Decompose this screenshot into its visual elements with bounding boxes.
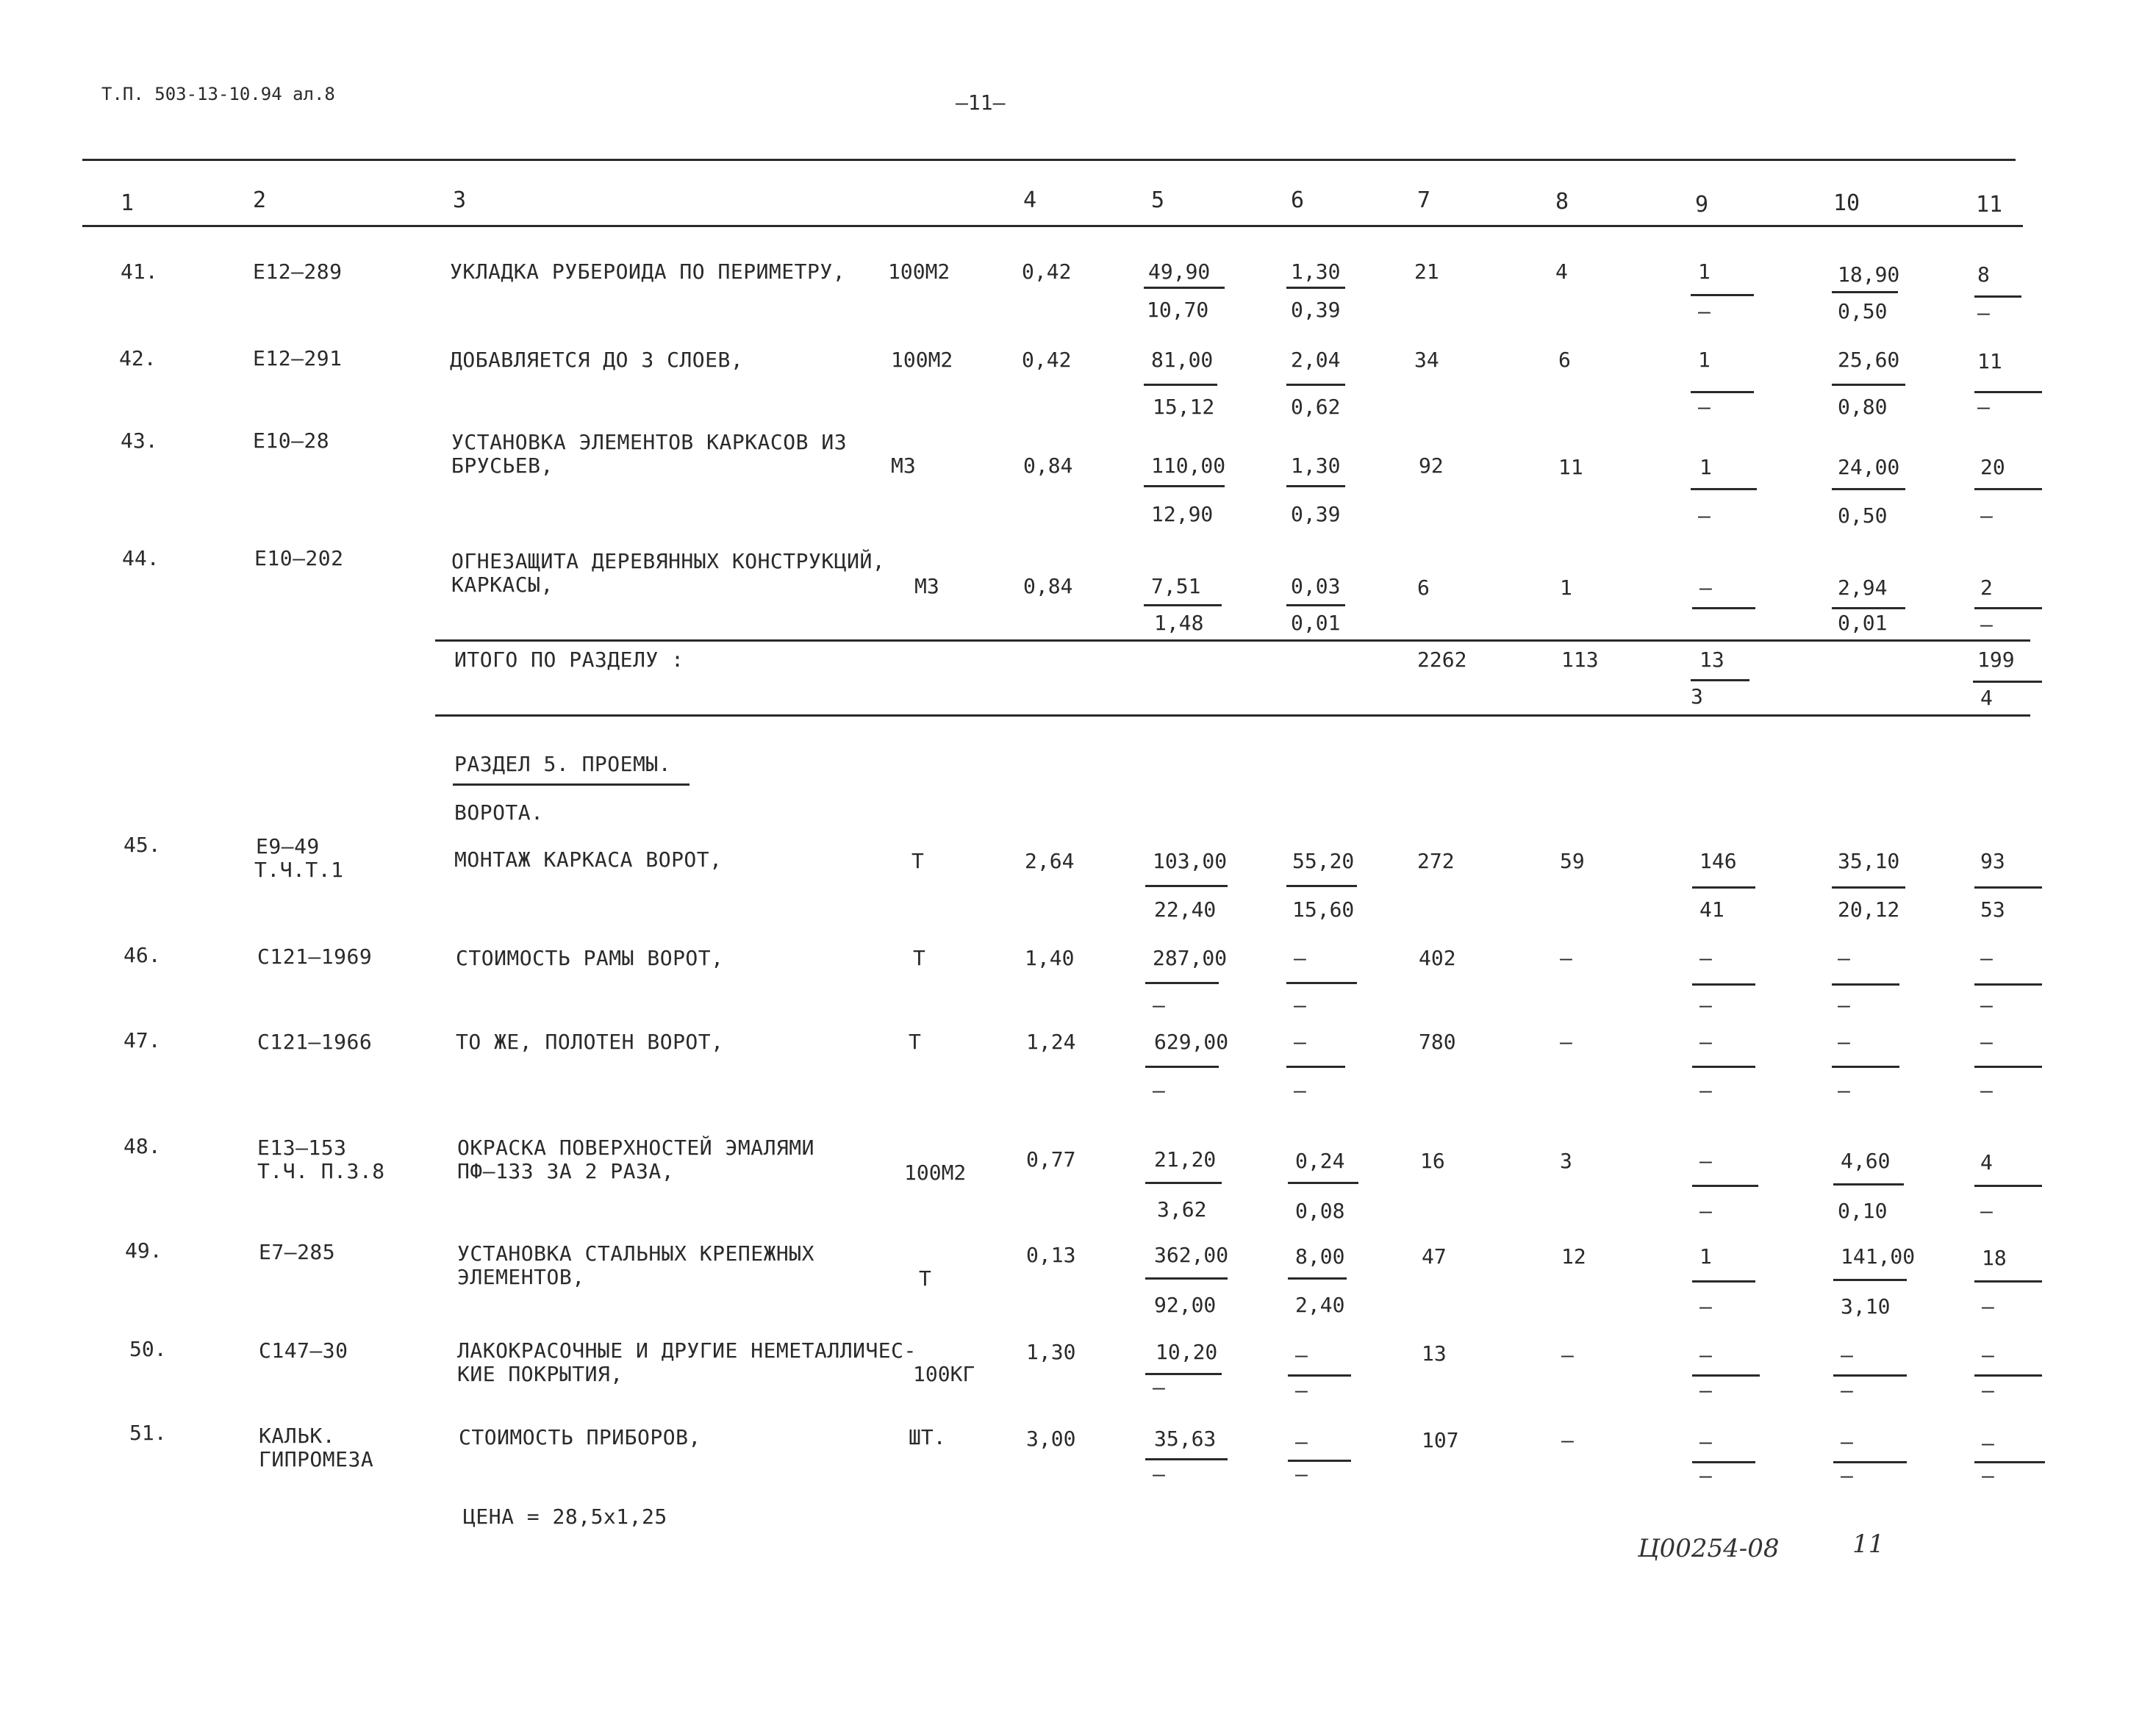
pricing-code: Е10–28 (253, 428, 330, 453)
unit-cost-wages: – (1153, 1462, 1165, 1486)
total-machine-cost: 13 (1699, 648, 1724, 672)
pricing-code: Е7–285 (259, 1240, 336, 1264)
col-header-9: 9 (1695, 192, 1709, 218)
labor-machine-total: – (1977, 301, 1990, 325)
unit-cost: 629,00 (1154, 1030, 1229, 1054)
fraction-line (1286, 885, 1357, 887)
total-wages: – (1561, 1343, 1574, 1367)
unit-machine-wages: – (1294, 1078, 1306, 1102)
fraction-line (1691, 488, 1757, 490)
labor-machine-total: 53 (1980, 897, 2005, 922)
quantity: 1,30 (1026, 1340, 1076, 1364)
pricing-code-ref: Т.Ч. П.3.8 (257, 1159, 385, 1183)
unit-machine-wages: 0,62 (1291, 395, 1341, 419)
machine-wages: – (1698, 503, 1711, 528)
col-header-6: 6 (1291, 187, 1305, 213)
fraction-line (1692, 983, 1755, 986)
labor-machine-total: – (1982, 1378, 1994, 1402)
total-cost: 6 (1417, 575, 1430, 600)
total-cost: 16 (1420, 1149, 1445, 1173)
total-wages: – (1560, 1030, 1572, 1054)
unit-machine-cost: 2,04 (1291, 348, 1341, 372)
col-header-3: 3 (453, 187, 467, 213)
total-wages: 1 (1560, 575, 1572, 600)
total-bottom-rule (435, 714, 2030, 717)
fraction-line (1145, 1458, 1228, 1460)
header-bottom-rule (82, 225, 2023, 227)
total-cost: 92 (1419, 453, 1444, 478)
pricing-code: Е13–153 (257, 1136, 347, 1160)
total-wages: 113 (1561, 648, 1599, 672)
unit: 100КГ (913, 1362, 975, 1386)
total-wages: 4 (1555, 259, 1568, 284)
unit-machine-cost: – (1295, 1343, 1308, 1367)
total-label: ИТОГО ПО РАЗДЕЛУ : (454, 648, 684, 672)
fraction-line (1692, 1066, 1755, 1068)
fraction-line (1145, 982, 1219, 984)
unit-machine-cost: – (1295, 1430, 1308, 1454)
labor-cost: – (1838, 1030, 1850, 1054)
labor-cost: 25,60 (1838, 348, 1900, 372)
unit-machine-cost: 0,03 (1291, 574, 1341, 598)
work-description-line2: ПФ–133 ЗА 2 РАЗА, (457, 1159, 675, 1183)
work-description: СТОИМОСТЬ РАМЫ ВОРОТ, (456, 946, 724, 970)
unit-machine-cost: – (1294, 946, 1306, 970)
fraction-line (1145, 885, 1228, 887)
fraction-line (1974, 1066, 2042, 1068)
work-description: ОГНЕЗАЩИТА ДЕРЕВЯННЫХ КОНСТРУКЦИЙ, (451, 549, 886, 573)
row-number: 45. (123, 833, 161, 857)
labor-total: 20 (1980, 455, 2005, 479)
row-number: 49. (125, 1238, 162, 1263)
document-reference: Т.П. 503-13-10.94 ал.8 (101, 84, 335, 104)
labor-cost: – (1838, 946, 1850, 970)
labor-machine: 0,50 (1838, 299, 1888, 323)
unit-cost-wages: 1,48 (1154, 611, 1204, 635)
labor-total: – (1982, 1343, 1994, 1367)
unit-machine-wages: 2,40 (1295, 1293, 1345, 1317)
work-description-line2: КИЕ ПОКРЫТИЯ, (457, 1362, 623, 1386)
work-description: ОКРАСКА ПОВЕРХНОСТЕЙ ЭМАЛЯМИ (457, 1136, 815, 1160)
labor-machine-total: – (1982, 1294, 1994, 1319)
unit-cost: 110,00 (1151, 453, 1226, 478)
work-description-line2: БРУСЬЕВ, (451, 453, 554, 478)
quantity: 0,42 (1022, 348, 1072, 372)
fraction-line (1832, 488, 1905, 490)
col-header-7: 7 (1417, 187, 1431, 213)
total-wages: 59 (1560, 849, 1585, 873)
row-number: 48. (123, 1134, 161, 1158)
row-number: 50. (129, 1337, 167, 1361)
unit-machine-cost: 0,24 (1295, 1149, 1345, 1173)
unit-machine-wages: 15,60 (1292, 897, 1355, 922)
fraction-line (1145, 1182, 1222, 1184)
pricing-code: Е12–291 (253, 346, 343, 370)
unit-cost-wages: 12,90 (1151, 502, 1214, 526)
labor-machine: 20,12 (1838, 897, 1900, 922)
labor-machine-total: – (1980, 993, 1993, 1017)
labor-machine: 0,50 (1838, 503, 1888, 528)
fraction-line (1833, 1279, 1907, 1281)
labor-machine: – (1841, 1463, 1853, 1488)
labor-machine-total: – (1980, 1199, 1993, 1223)
machine-wages: – (1699, 993, 1712, 1017)
work-description: ТО ЖЕ, ПОЛОТЕН ВОРОТ, (456, 1030, 724, 1054)
labor-total: 2 (1980, 575, 1993, 600)
fraction-line (1145, 1066, 1219, 1068)
unit-machine-wages: 0,01 (1291, 611, 1341, 635)
fraction-line (1286, 982, 1357, 984)
fraction-line (1832, 384, 1905, 386)
labor-cost: 2,94 (1838, 575, 1888, 600)
machine-cost: 1 (1699, 1244, 1712, 1269)
price-note: ЦЕНА = 28,5х1,25 (463, 1504, 667, 1529)
total-wages: – (1561, 1428, 1574, 1452)
unit-cost: 103,00 (1153, 849, 1228, 873)
machine-wages: 41 (1699, 897, 1724, 922)
unit: ШТ. (909, 1425, 946, 1449)
pricing-code: Е9–49 (256, 834, 320, 858)
total-top-rule (435, 639, 2030, 642)
labor-machine-total: – (1980, 503, 1993, 528)
labor-total: 8 (1977, 262, 1990, 287)
work-description: СТОИМОСТЬ ПРИБОРОВ, (459, 1425, 701, 1449)
machine-cost: – (1699, 946, 1712, 970)
col-header-10: 10 (1833, 190, 1860, 216)
pricing-code-ref: Т.Ч.Т.1 (254, 858, 344, 882)
unit-cost: 287,00 (1153, 946, 1228, 970)
labor-machine: 0,80 (1838, 395, 1888, 419)
unit-cost-wages: – (1153, 1078, 1165, 1102)
unit: 100М2 (891, 348, 953, 372)
machine-wages: – (1698, 395, 1711, 419)
unit: Т (913, 946, 925, 970)
quantity: 2,64 (1025, 849, 1075, 873)
unit-cost: 49,90 (1148, 259, 1211, 284)
total-wages: – (1560, 946, 1572, 970)
total-wages: 11 (1558, 455, 1583, 479)
unit-cost: 362,00 (1154, 1243, 1229, 1267)
quantity: 3,00 (1026, 1427, 1076, 1451)
fraction-line (1833, 1374, 1907, 1377)
machine-wages: – (1699, 1294, 1712, 1319)
total-cost: 780 (1419, 1030, 1456, 1054)
fraction-line (1144, 485, 1225, 487)
work-description-line2: КАРКАСЫ, (451, 573, 554, 597)
labor-total: 18 (1982, 1246, 2007, 1270)
labor-machine: – (1838, 993, 1850, 1017)
labor-cost: – (1841, 1343, 1853, 1367)
fraction-line (1144, 287, 1225, 289)
unit-machine-cost: 8,00 (1295, 1244, 1345, 1269)
fraction-line (1832, 886, 1905, 889)
unit-cost-wages: 15,12 (1153, 395, 1215, 419)
unit-cost-wages: 22,40 (1154, 897, 1217, 922)
fraction-line (1286, 1066, 1345, 1068)
fraction-line (1974, 1374, 2042, 1377)
fraction-line (1286, 384, 1345, 386)
unit: 100М2 (888, 259, 950, 284)
fraction-line (1832, 291, 1898, 293)
unit-cost: 81,00 (1151, 348, 1214, 372)
total-cost: 272 (1417, 849, 1455, 873)
total-cost: 34 (1414, 348, 1439, 372)
labor-machine: – (1841, 1378, 1853, 1402)
section-title: РАЗДЕЛ 5. ПРОЕМЫ. (454, 752, 672, 776)
fraction-line (1288, 1374, 1351, 1377)
fraction-line (1692, 1280, 1755, 1283)
labor-machine: 0,10 (1838, 1199, 1888, 1223)
fraction-line (1692, 1185, 1758, 1187)
pricing-code: Е12–289 (253, 259, 343, 284)
unit-cost: 35,63 (1154, 1427, 1217, 1451)
labor-total: 4 (1980, 1150, 1993, 1174)
labor-total: – (1980, 1030, 1993, 1054)
fraction-line (1691, 294, 1754, 296)
unit: Т (909, 1030, 921, 1054)
col-header-8: 8 (1555, 189, 1569, 215)
section-subtitle: ВОРОТА. (454, 800, 544, 825)
pricing-code-ref: ГИПРОМЕЗА (259, 1447, 374, 1471)
unit-cost: 7,51 (1151, 574, 1201, 598)
unit-machine-wages: – (1295, 1462, 1308, 1486)
fraction-line (1691, 391, 1754, 393)
fraction-line (1974, 886, 2042, 889)
unit: М3 (914, 574, 939, 598)
fraction-line (1692, 607, 1755, 609)
total-cost: 47 (1422, 1244, 1447, 1269)
work-description-line2: ЭЛЕМЕНТОВ, (457, 1265, 585, 1289)
col-header-5: 5 (1151, 187, 1165, 213)
fraction-line (1692, 1374, 1760, 1377)
pricing-code: С121–1969 (257, 944, 373, 969)
machine-cost: 146 (1699, 849, 1737, 873)
work-description: ЛАКОКРАСОЧНЫЕ И ДРУГИЕ НЕМЕТАЛЛИЧЕС- (457, 1338, 917, 1363)
table-top-rule (82, 159, 2016, 161)
labor-cost: 18,90 (1838, 262, 1900, 287)
labor-cost: 4,60 (1841, 1149, 1891, 1173)
fraction-line (1286, 485, 1345, 487)
fraction-line (1974, 295, 2021, 298)
row-number: 42. (119, 346, 157, 370)
labor-machine-total: – (1980, 1078, 1993, 1102)
col-header-11: 11 (1976, 192, 2003, 218)
fraction-line (1144, 604, 1222, 606)
row-number: 41. (121, 259, 158, 284)
total-labor-machine: 4 (1980, 686, 1993, 710)
row-number: 44. (122, 546, 160, 570)
fraction-line (1144, 384, 1217, 386)
quantity: 1,24 (1026, 1030, 1076, 1054)
col-header-2: 2 (253, 187, 267, 213)
quantity: 0,84 (1023, 453, 1073, 478)
unit-machine-cost: – (1294, 1030, 1306, 1054)
fraction-line (1832, 983, 1899, 986)
total-cost: 107 (1422, 1428, 1459, 1452)
unit-cost-wages: 10,70 (1147, 298, 1209, 322)
quantity: 0,13 (1026, 1243, 1076, 1267)
total-cost: 13 (1422, 1341, 1447, 1366)
quantity: 1,40 (1025, 946, 1075, 970)
handwritten-page: 11 (1852, 1529, 1885, 1559)
labor-machine-total: – (1982, 1463, 1994, 1488)
labor-cost: 35,10 (1838, 849, 1900, 873)
fraction-line (1288, 1277, 1347, 1280)
machine-wages: – (1698, 299, 1711, 323)
fraction-line (1832, 1066, 1899, 1068)
machine-cost: – (1699, 575, 1712, 600)
fraction-line (1973, 681, 2042, 683)
fraction-line (1832, 607, 1905, 609)
quantity: 0,77 (1026, 1147, 1076, 1172)
labor-cost: – (1841, 1430, 1853, 1454)
machine-cost: 1 (1698, 348, 1711, 372)
labor-cost: 141,00 (1841, 1244, 1916, 1269)
unit: М3 (891, 453, 916, 478)
machine-cost: – (1699, 1343, 1712, 1367)
unit-machine-cost: 55,20 (1292, 849, 1355, 873)
labor-total: – (1980, 946, 1993, 970)
unit-cost-wages: – (1153, 1375, 1165, 1399)
pricing-code: С121–1966 (257, 1030, 373, 1054)
work-description: УКЛАДКА РУБЕРОИДА ПО ПЕРИМЕТРУ, (450, 259, 846, 284)
col-header-1: 1 (121, 190, 135, 216)
fraction-line (1974, 1280, 2042, 1283)
unit-cost-wages: 92,00 (1154, 1293, 1217, 1317)
fraction-line (1974, 391, 2042, 393)
pricing-code: Е10–202 (254, 546, 344, 570)
unit-cost-wages: – (1153, 993, 1165, 1017)
quantity: 0,84 (1023, 574, 1073, 598)
machine-cost: 1 (1698, 259, 1711, 284)
page-number: –11– (956, 90, 1006, 115)
labor-total: 11 (1977, 349, 2002, 373)
labor-cost: 24,00 (1838, 455, 1900, 479)
machine-cost: – (1699, 1149, 1712, 1173)
fraction-line (1833, 1183, 1904, 1186)
unit: Т (919, 1266, 931, 1291)
fraction-line (1288, 1182, 1358, 1184)
work-description: УСТАНОВКА СТАЛЬНЫХ КРЕПЕЖНЫХ (457, 1241, 815, 1266)
labor-machine: 3,10 (1841, 1294, 1891, 1319)
unit-machine-wages: – (1294, 993, 1306, 1017)
unit-cost: 10,20 (1156, 1340, 1218, 1364)
fraction-line (1286, 604, 1345, 606)
labor-machine: 0,01 (1838, 611, 1888, 635)
fraction-line (1286, 287, 1345, 289)
machine-cost: – (1699, 1430, 1712, 1454)
total-cost: 402 (1419, 946, 1456, 970)
unit-machine-wages: 0,08 (1295, 1199, 1345, 1223)
machine-wages: – (1699, 1078, 1712, 1102)
work-description: ДОБАВЛЯЕТСЯ ДО 3 СЛОЕВ, (450, 348, 744, 372)
section-title-underline (453, 783, 689, 786)
machine-wages: – (1699, 1463, 1712, 1488)
quantity: 0,42 (1022, 259, 1072, 284)
total-wages: 12 (1561, 1244, 1586, 1269)
work-description: МОНТАЖ КАРКАСА ВОРОТ, (454, 847, 723, 872)
total-cost: 2262 (1417, 648, 1467, 672)
total-wages: 3 (1560, 1149, 1572, 1173)
unit-machine-wages: – (1295, 1378, 1308, 1402)
labor-total: – (1982, 1431, 1994, 1455)
total-labor: 199 (1977, 648, 2015, 672)
unit: 100М2 (904, 1161, 967, 1185)
unit-machine-cost: 1,30 (1291, 453, 1341, 478)
fraction-line (1145, 1277, 1228, 1280)
machine-cost: – (1699, 1030, 1712, 1054)
total-machine-wages: 3 (1691, 684, 1703, 709)
handwritten-code: Ц00254-08 (1638, 1534, 1780, 1563)
pricing-code: С147–30 (259, 1338, 348, 1363)
unit-cost-wages: 3,62 (1157, 1197, 1207, 1222)
fraction-line (1691, 679, 1749, 681)
work-description: УСТАНОВКА ЭЛЕМЕНТОВ КАРКАСОВ ИЗ (451, 430, 848, 454)
machine-wages: – (1699, 1378, 1712, 1402)
unit-machine-cost: 1,30 (1291, 259, 1341, 284)
fraction-line (1974, 983, 2042, 986)
total-cost: 21 (1414, 259, 1439, 284)
col-header-4: 4 (1023, 187, 1037, 213)
unit: Т (911, 849, 924, 873)
unit-machine-wages: 0,39 (1291, 502, 1341, 526)
row-number: 46. (123, 943, 161, 967)
unit-cost: 21,20 (1154, 1147, 1217, 1172)
fraction-line (1692, 886, 1755, 889)
labor-machine: – (1838, 1078, 1850, 1102)
pricing-code: КАЛЬК. (259, 1424, 336, 1448)
unit-machine-wages: 0,39 (1291, 298, 1341, 322)
fraction-line (1974, 607, 2042, 609)
total-wages: 6 (1558, 348, 1571, 372)
fraction-line (1974, 1185, 2042, 1187)
labor-machine-total: – (1980, 612, 1993, 636)
labor-total: 93 (1980, 849, 2005, 873)
row-number: 43. (121, 428, 158, 453)
machine-cost: 1 (1699, 455, 1712, 479)
row-number: 47. (123, 1028, 161, 1052)
fraction-line (1974, 488, 2042, 490)
machine-wages: – (1699, 1199, 1712, 1223)
row-number: 51. (129, 1421, 167, 1445)
labor-machine-total: – (1977, 395, 1990, 419)
